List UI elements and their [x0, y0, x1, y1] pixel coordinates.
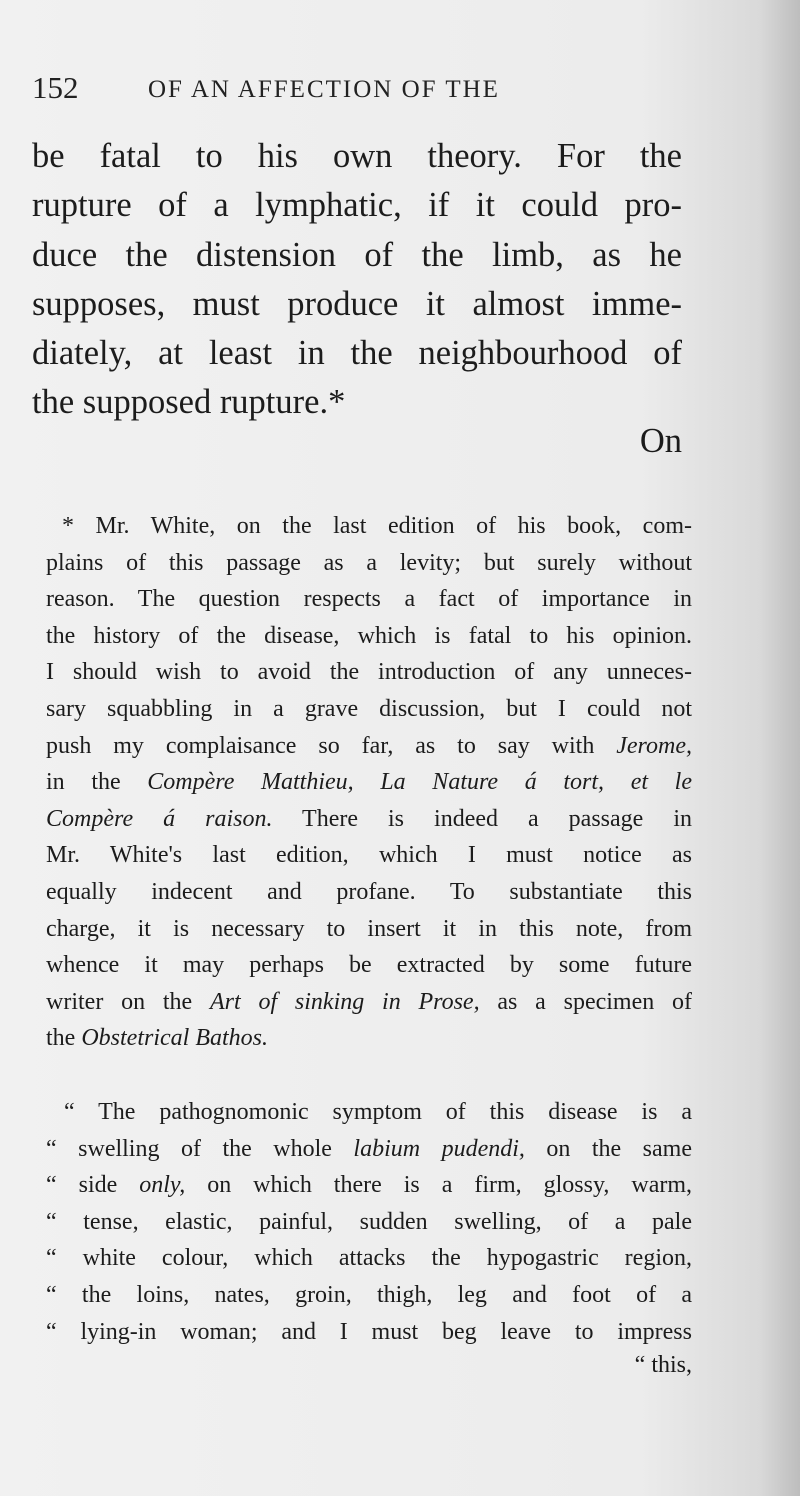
- page-header: [28, 70, 688, 110]
- italic-text: Jerome,: [616, 732, 692, 759]
- text-run: push my complaisance so far, as to say with: [46, 732, 617, 759]
- text-line: the supposed rupture.*: [32, 383, 346, 422]
- text-run: whence it may perhaps be extracted by some future: [46, 952, 692, 979]
- text-run: Mr. White's last edition, which I must notice as: [46, 842, 692, 869]
- text-run: “ white colour, which attacks the hypogastric region,: [46, 1245, 692, 1272]
- text-run: There is indeed a passage in: [272, 805, 692, 832]
- quotation-line: [46, 1094, 692, 1131]
- italic-text: Compère á raison.: [46, 805, 273, 832]
- footnote: [46, 508, 692, 1057]
- italic-text: Compère Matthieu, La Nature á tort, et le: [147, 769, 692, 796]
- text-run: “ The pathognomonic symptom of this disease is a: [64, 1099, 692, 1125]
- text-run: charge, it is necessary to insert it in this note, from: [46, 915, 692, 942]
- footnote-line: [46, 618, 692, 655]
- text-run: on the same: [524, 1135, 692, 1162]
- text-run: * Mr. White, on the last edition of his book, com-: [62, 513, 692, 539]
- text-line: duce the distension of the limb, as he: [32, 235, 682, 274]
- footnote-line: [46, 691, 692, 728]
- footnote-line: [46, 911, 692, 948]
- text-run: “ the loins, nates, groin, thigh, leg and foot of a: [46, 1281, 692, 1308]
- footnote-line: [46, 654, 692, 691]
- footnote-line: [46, 837, 692, 874]
- text-run: “ tense, elastic, painful, sudden swelling, of a pale: [46, 1208, 692, 1235]
- text-run: reason. The question respects a fact of importance in: [46, 586, 692, 613]
- italic-text: labium pudendi,: [353, 1135, 525, 1162]
- footnote-line: [46, 764, 692, 801]
- footnote-line: [46, 874, 692, 911]
- text-run: the: [46, 1025, 82, 1052]
- main-text: [32, 132, 682, 428]
- text-run: “ swelling of the whole: [46, 1135, 354, 1162]
- quotation-line: [46, 1277, 692, 1314]
- text-run: plains of this passage as a levity; but surely without: [46, 549, 692, 576]
- footnote-line: [46, 801, 692, 838]
- text-run: “ side: [46, 1172, 140, 1199]
- text-line: supposes, must produce it almost imme-: [32, 284, 682, 323]
- quotation-line: [46, 1131, 692, 1168]
- text-run: sary squabbling in a grave discussion, but I could not: [46, 695, 692, 722]
- footnote-line: [46, 581, 692, 618]
- footnote-line: [46, 984, 692, 1021]
- footnote-line: [46, 1020, 692, 1057]
- text-run: on which there is a firm, glossy, warm,: [185, 1172, 693, 1199]
- footnote-quotation: [46, 1094, 692, 1350]
- text-run: as a specimen of: [479, 988, 693, 1015]
- text-line: diately, at least in the neighbourhood of: [32, 334, 682, 373]
- italic-text: only,: [139, 1172, 186, 1199]
- quotation-line: [46, 1204, 692, 1241]
- text-run: “ lying-in woman; and I must beg leave to impress: [46, 1318, 692, 1345]
- footnote-line: [46, 728, 692, 765]
- text-run: equally indecent and profane. To substantiate this: [46, 878, 692, 905]
- text-line: rupture of a lymphatic, if it could pro-: [32, 186, 682, 225]
- text-line: be fatal to his own theory. For the: [32, 137, 682, 175]
- catchword: On: [639, 422, 682, 460]
- footnote-catchword: “ this,: [634, 1352, 692, 1378]
- quotation-line: [46, 1240, 692, 1277]
- text-run: the history of the disease, which is fatal to his opinion.: [46, 622, 692, 649]
- footnote-line: [46, 545, 692, 582]
- text-run: writer on the: [46, 988, 210, 1015]
- italic-text: Art of sinking in Prose,: [210, 988, 480, 1015]
- running-head: OF AN AFFECTION OF THE: [148, 76, 500, 103]
- text-run: in the: [46, 769, 148, 796]
- italic-text: Obstetrical Bathos.: [81, 1025, 268, 1052]
- text-run: I should wish to avoid the introduction of any unneces-: [46, 659, 692, 686]
- footnote-line: [46, 947, 692, 984]
- quotation-line: [46, 1167, 692, 1204]
- quotation-line: [46, 1314, 692, 1351]
- page-number: 152: [32, 70, 79, 105]
- footnote-line: [46, 508, 692, 545]
